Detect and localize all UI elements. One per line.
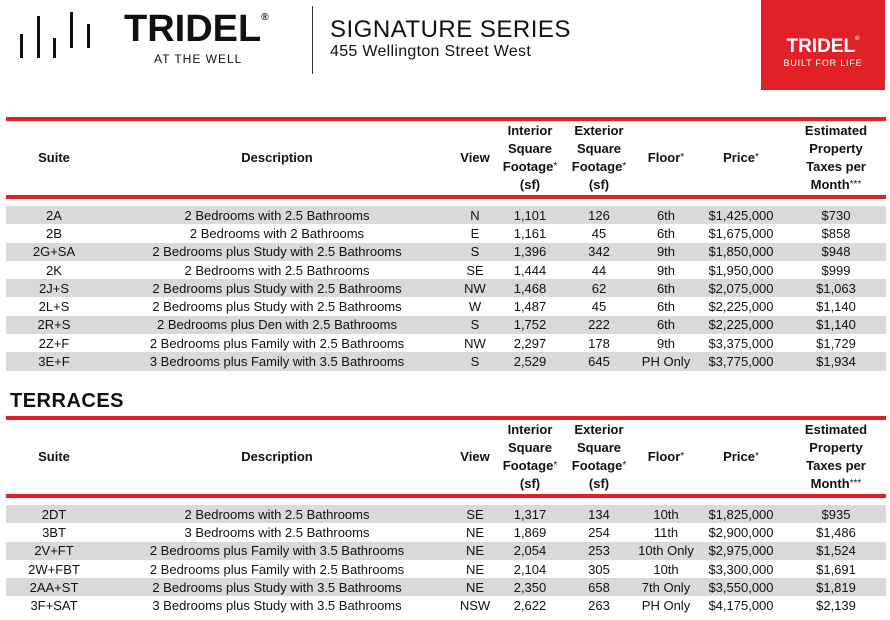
interior-sf-cell: 1,752 bbox=[513, 317, 547, 333]
col-floor: Floor* bbox=[647, 150, 685, 165]
table-row bbox=[6, 261, 886, 279]
suite-cell: 2L+S bbox=[38, 299, 70, 315]
badge-tagline: BUILT FOR LIFE bbox=[783, 58, 863, 68]
suite-cell: 3F+SAT bbox=[30, 598, 78, 614]
terraces-title: TERRACES bbox=[10, 390, 125, 412]
floor-cell: 9th bbox=[656, 335, 676, 351]
table-row bbox=[6, 505, 886, 523]
table-row bbox=[6, 243, 886, 261]
interior-sf-cell: 1,869 bbox=[513, 524, 547, 540]
table-row bbox=[6, 334, 886, 352]
description-cell: 2 Bedrooms with 2.5 Bathrooms bbox=[184, 207, 370, 223]
tridel-brand-badge bbox=[761, 0, 885, 90]
suites-table bbox=[6, 117, 886, 371]
price-cell: $2,075,000 bbox=[708, 280, 774, 296]
exterior-sf-cell: 254 bbox=[588, 524, 610, 540]
tax-cell: $935 bbox=[821, 506, 851, 522]
price-cell: $1,425,000 bbox=[708, 207, 774, 223]
description-cell: 2 Bedrooms plus Study with 2.5 Bathrooms bbox=[152, 280, 402, 296]
exterior-sf-cell: 658 bbox=[588, 579, 610, 595]
table-row bbox=[6, 542, 886, 560]
col-suite: Suite bbox=[38, 150, 70, 165]
table-header bbox=[6, 121, 886, 195]
interior-sf-cell: 2,297 bbox=[513, 335, 547, 351]
exterior-sf-cell: 222 bbox=[588, 317, 610, 333]
tax-cell: $858 bbox=[821, 225, 851, 241]
description-cell: 2 Bedrooms plus Family with 2.5 Bathrooms bbox=[149, 561, 405, 577]
price-cell: $1,825,000 bbox=[708, 506, 774, 522]
tax-cell: $2,139 bbox=[816, 598, 856, 614]
tax-cell: $948 bbox=[821, 244, 851, 260]
tax-cell: $1,524 bbox=[816, 543, 856, 559]
interior-sf-cell: 1,396 bbox=[513, 244, 547, 260]
page-header bbox=[0, 0, 890, 95]
table-row bbox=[6, 523, 886, 541]
suite-cell: 2B bbox=[46, 225, 62, 241]
tax-cell: $1,140 bbox=[816, 317, 856, 333]
col-view: View bbox=[460, 449, 490, 464]
description-cell: 3 Bedrooms plus Study with 3.5 Bathrooms bbox=[152, 598, 402, 614]
view-cell: NW bbox=[464, 280, 486, 296]
price-cell: $2,975,000 bbox=[708, 543, 774, 559]
tax-cell: $1,729 bbox=[816, 335, 856, 351]
tax-cell: $999 bbox=[821, 262, 851, 278]
description-cell: 2 Bedrooms plus Family with 2.5 Bathrooms bbox=[149, 335, 405, 351]
suite-cell: 2V+FT bbox=[34, 543, 74, 559]
description-cell: 2 Bedrooms with 2.5 Bathrooms bbox=[184, 262, 370, 278]
series-title: SIGNATURE SERIES bbox=[330, 16, 571, 43]
interior-sf-cell: 1,444 bbox=[513, 262, 547, 278]
logo-subtitle: AT THE WELL bbox=[154, 52, 243, 66]
view-cell: NW bbox=[464, 335, 486, 351]
col-price: Price* bbox=[723, 150, 759, 165]
view-cell: NE bbox=[465, 561, 485, 577]
suite-cell: 2J+S bbox=[39, 280, 69, 296]
view-cell: NE bbox=[465, 579, 485, 595]
exterior-sf-cell: 305 bbox=[588, 561, 610, 577]
description-cell: 3 Bedrooms with 2.5 Bathrooms bbox=[184, 524, 370, 540]
table-header bbox=[6, 420, 886, 494]
table-row bbox=[6, 578, 886, 596]
price-cell: $3,775,000 bbox=[708, 354, 774, 370]
view-cell: NE bbox=[465, 524, 485, 540]
price-cell: $2,225,000 bbox=[708, 299, 774, 315]
table-row bbox=[6, 560, 886, 578]
view-cell: N bbox=[470, 207, 480, 223]
col-view: View bbox=[460, 150, 490, 165]
floor-cell: 11th bbox=[653, 524, 679, 540]
terraces-table bbox=[6, 416, 886, 615]
view-cell: SE bbox=[466, 262, 484, 278]
exterior-sf-cell: 45 bbox=[591, 225, 607, 241]
col-description: Description bbox=[241, 449, 313, 464]
exterior-sf-cell: 44 bbox=[591, 262, 607, 278]
view-cell: S bbox=[470, 244, 480, 260]
badge-brand: TRIDEL® bbox=[786, 36, 860, 57]
floor-cell: 6th bbox=[656, 280, 676, 296]
price-cell: $2,900,000 bbox=[708, 524, 774, 540]
interior-sf-cell: 2,104 bbox=[513, 561, 547, 577]
exterior-sf-cell: 62 bbox=[591, 280, 607, 296]
suite-cell: 2AA+ST bbox=[29, 579, 79, 595]
exterior-sf-cell: 645 bbox=[588, 354, 610, 370]
suite-cell: 2DT bbox=[41, 506, 67, 522]
floor-cell: PH Only bbox=[641, 354, 691, 370]
floor-cell: 10th Only bbox=[638, 543, 694, 559]
interior-sf-cell: 2,622 bbox=[513, 598, 547, 614]
description-cell: 2 Bedrooms plus Study with 2.5 Bathrooms bbox=[152, 244, 402, 260]
floor-cell: 6th bbox=[656, 207, 676, 223]
floor-cell: 7th Only bbox=[641, 579, 691, 595]
table-row bbox=[6, 224, 886, 242]
col-interior: Interior Square Footage* (sf) bbox=[502, 123, 558, 192]
floor-cell: 9th bbox=[656, 262, 676, 278]
description-cell: 2 Bedrooms with 2.5 Bathrooms bbox=[184, 506, 370, 522]
view-cell: W bbox=[468, 299, 482, 315]
address: 455 Wellington Street West bbox=[330, 43, 532, 60]
col-exterior: Exterior Square Footage* (sf) bbox=[571, 422, 627, 491]
header-divider bbox=[312, 6, 313, 74]
tax-cell: $1,063 bbox=[816, 280, 856, 296]
floor-cell: 6th bbox=[656, 317, 676, 333]
price-cell: $1,950,000 bbox=[708, 262, 774, 278]
tax-cell: $1,819 bbox=[816, 579, 856, 595]
tridel-wordmark: TRIDEL® bbox=[124, 8, 269, 50]
view-cell: NE bbox=[465, 543, 485, 559]
suite-cell: 2Z+F bbox=[38, 335, 70, 351]
interior-sf-cell: 2,054 bbox=[513, 543, 547, 559]
suite-cell: 2A bbox=[46, 207, 62, 223]
suite-cell: 3E+F bbox=[38, 354, 70, 370]
exterior-sf-cell: 45 bbox=[591, 299, 607, 315]
table-row bbox=[6, 316, 886, 334]
description-cell: 3 Bedrooms plus Family with 3.5 Bathrooms bbox=[149, 354, 405, 370]
interior-sf-cell: 1,487 bbox=[513, 299, 547, 315]
table-row bbox=[6, 206, 886, 224]
description-cell: 2 Bedrooms plus Study with 2.5 Bathrooms bbox=[152, 299, 402, 315]
floor-cell: 10th bbox=[653, 506, 679, 522]
suites-rows bbox=[6, 206, 886, 371]
interior-sf-cell: 1,101 bbox=[513, 207, 547, 223]
col-tax: Estimated Property Taxes per Month*** bbox=[804, 422, 868, 491]
tax-cell: $1,934 bbox=[816, 354, 856, 370]
col-tax: Estimated Property Taxes per Month*** bbox=[804, 123, 868, 192]
col-suite: Suite bbox=[38, 449, 70, 464]
table-row bbox=[6, 297, 886, 315]
table-row bbox=[6, 352, 886, 370]
view-cell: SE bbox=[466, 506, 484, 522]
suite-cell: 2G+SA bbox=[32, 244, 76, 260]
interior-sf-cell: 1,161 bbox=[513, 225, 547, 241]
description-cell: 2 Bedrooms plus Den with 2.5 Bathrooms bbox=[157, 317, 397, 333]
suite-cell: 2W+FBT bbox=[28, 561, 80, 577]
col-floor: Floor* bbox=[647, 449, 685, 464]
the-well-logo-icon bbox=[18, 12, 94, 60]
price-cell: $1,850,000 bbox=[708, 244, 774, 260]
price-cell: $2,225,000 bbox=[708, 317, 774, 333]
terraces-rows bbox=[6, 505, 886, 615]
price-cell: $3,300,000 bbox=[708, 561, 774, 577]
exterior-sf-cell: 263 bbox=[588, 598, 610, 614]
exterior-sf-cell: 253 bbox=[588, 543, 610, 559]
view-cell: E bbox=[470, 225, 480, 241]
price-cell: $3,550,000 bbox=[708, 579, 774, 595]
interior-sf-cell: 2,350 bbox=[513, 579, 547, 595]
view-cell: NSW bbox=[459, 598, 491, 614]
table-row bbox=[6, 279, 886, 297]
floor-cell: 6th bbox=[656, 299, 676, 315]
table-row bbox=[6, 596, 886, 614]
col-description: Description bbox=[241, 150, 313, 165]
tax-cell: $1,486 bbox=[816, 524, 856, 540]
suite-cell: 2K bbox=[46, 262, 62, 278]
interior-sf-cell: 1,317 bbox=[513, 506, 547, 522]
price-cell: $1,675,000 bbox=[708, 225, 774, 241]
floor-cell: PH Only bbox=[641, 598, 691, 614]
suite-cell: 2R+S bbox=[37, 317, 71, 333]
floor-cell: 10th bbox=[653, 561, 679, 577]
suite-cell: 3BT bbox=[42, 524, 66, 540]
tax-cell: $1,691 bbox=[816, 561, 856, 577]
view-cell: S bbox=[470, 317, 480, 333]
price-cell: $4,175,000 bbox=[708, 598, 774, 614]
col-price: Price* bbox=[723, 449, 759, 464]
col-interior: Interior Square Footage* (sf) bbox=[502, 422, 558, 491]
floor-cell: 9th bbox=[656, 244, 676, 260]
price-cell: $3,375,000 bbox=[708, 335, 774, 351]
tax-cell: $1,140 bbox=[816, 299, 856, 315]
exterior-sf-cell: 342 bbox=[588, 244, 610, 260]
description-cell: 2 Bedrooms plus Study with 3.5 Bathrooms bbox=[152, 579, 402, 595]
exterior-sf-cell: 126 bbox=[588, 207, 610, 223]
interior-sf-cell: 2,529 bbox=[513, 354, 547, 370]
description-cell: 2 Bedrooms plus Family with 3.5 Bathrooms bbox=[149, 543, 405, 559]
col-exterior: Exterior Square Footage* (sf) bbox=[571, 123, 627, 192]
view-cell: S bbox=[470, 354, 480, 370]
exterior-sf-cell: 134 bbox=[588, 506, 610, 522]
floor-cell: 6th bbox=[656, 225, 676, 241]
description-cell: 2 Bedrooms with 2 Bathrooms bbox=[189, 225, 365, 241]
tax-cell: $730 bbox=[821, 207, 851, 223]
interior-sf-cell: 1,468 bbox=[513, 280, 547, 296]
exterior-sf-cell: 178 bbox=[588, 335, 610, 351]
